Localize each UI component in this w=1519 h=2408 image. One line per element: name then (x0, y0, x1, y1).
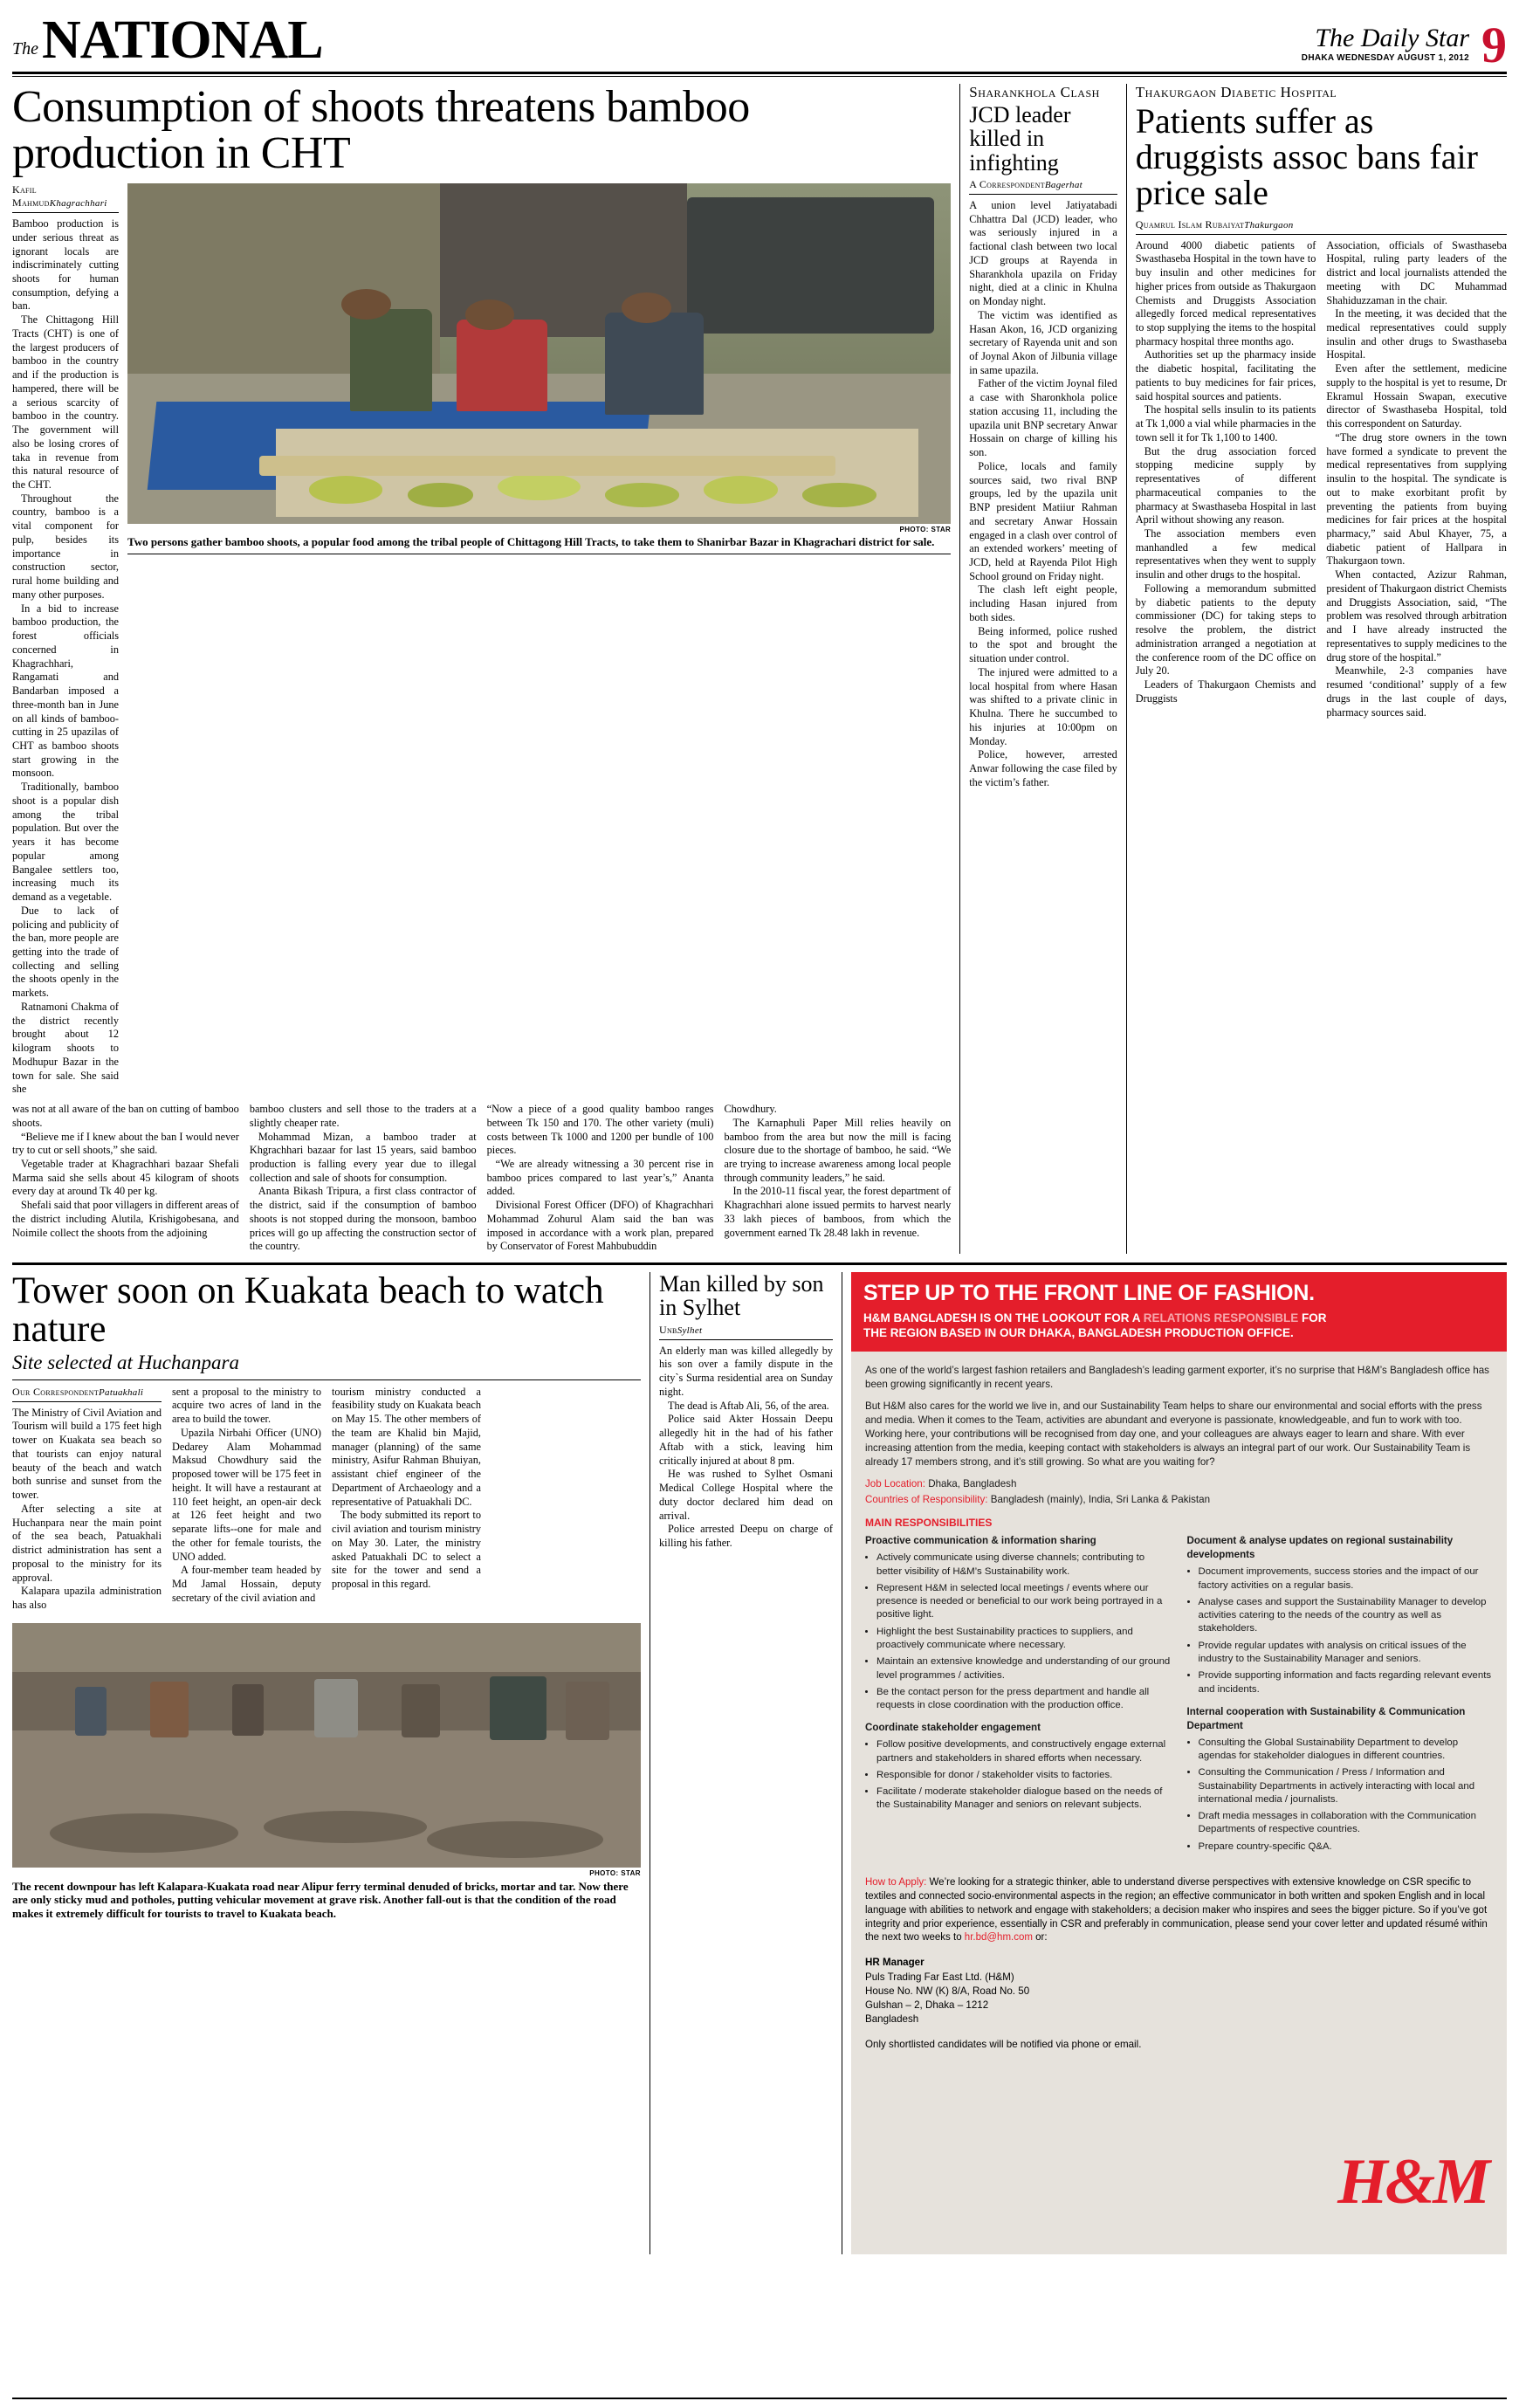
paragraph: Chowdhury. (724, 1103, 777, 1116)
paragraph: Police, however, arrested Anwar following the case filed by the victim’s father. (969, 748, 1117, 788)
paragraph: When contacted, Azizur Rahman, president of Thakurgaon district Chemists and Druggists Association, said, “The problem was resolved through arbitration and I have already instructed the representatives to supply medicines to the drug store of the hospital.” (1326, 568, 1507, 664)
list-item: • Maintain an extensive knowledge and understanding of our ground level programmes / activities. (876, 1655, 1172, 1682)
list-item: • Highlight the best Sustainability practices to suppliers, and proactively communicate where necessary. (876, 1626, 1172, 1653)
paragraph: Mohammad Mizan, a bamboo trader at Khgrachhari bazaar for last 15 years, said bamboo production is falling every year due to illegal collection and sale of shoots for consumption. (249, 1130, 477, 1184)
paragraph: Traditionally, bamboo shoot is a popular dish among the tribal population. But over the years it has become popular among Bangalee settlers too, increasing much its demand as a vegetable. (12, 781, 119, 904)
paragraph: The victim was identified as Hasan Akon, 16, JCD organizing secretary of Rayenda unit and son of Joynal Akon of Jilbunia village in same upazila. (969, 308, 1117, 376)
list-item: • Provide supporting information and facts regarding relevant events and incidents. (1199, 1669, 1494, 1696)
ad-contact-block (865, 1956, 1493, 2026)
byline-rule (12, 212, 119, 213)
paragraph: The clash left eight people, including Hasan injured from both sides. (969, 583, 1117, 623)
page-number: 9 (1481, 16, 1507, 73)
paragraph: Kalapara upazila administration has also (12, 1585, 162, 1611)
article-headline: JCD leader killed in infighting (969, 102, 1071, 175)
list-item: • Represent H&M in selected local meetings / events where our presence is needed or beneficial to our work being portrayed in a positive light. (876, 1582, 1172, 1622)
article-thakurgaon (1126, 84, 1507, 1254)
paragraph: Police said Akter Hossain Deepu allegedly hit in the had of his father Aftab with a stick, leaving him critically injured at about 8 pm. (659, 1413, 833, 1467)
paragraph: The Chittagong Hill Tracts (CHT) is one of the largest producers of bamboo in the country and if the production is hampered, there will be a serious scarcity of bamboo in the country. The government will also be losing crores of taka in revenue from this natural resource of the CHT. (12, 313, 119, 492)
paragraph: An elderly man was killed allegedly by his son over a family dispute in the city`s Surma residential area on Sunday night. (659, 1344, 833, 1398)
paragraph: Throughout the country, bamboo is a vital component for pulp, besides its importance in construction sector, rural home building and many other purposes. (12, 492, 119, 601)
paragraph: Father of the victim Joynal filed a case with Sharonkhola police station accusing 11, including the upazila unit BNP secretary Anwar Hossain on charge of killing his son. (969, 377, 1117, 459)
paragraph: bamboo clusters and sell those to the traders at a slightly cheaper rate. (249, 1103, 477, 1129)
masthead-rule-thin (12, 76, 1507, 77)
hm-logo: H&M (1337, 2146, 1488, 2219)
paragraph: In a bid to increase bamboo production, the forest officials concerned in Khagrachhari, Rangamati and Bandarban imposed a three-month ban in June on all kinds of bamboo-cutting in 25 upazilas of CHT as bamboo shoots start growing in the monsoon. (12, 602, 119, 780)
advertisement-column (842, 1272, 1507, 2254)
paragraph: The Ministry of Civil Aviation and Tourism will build a 175 feet high tower on Kuakata sea beach so that tourists can enjoy natural beauty of the beach and watch both sunrise and sunset from the tower. (12, 1406, 162, 1502)
ad-subline-post: FOR (1298, 1311, 1327, 1325)
article-headline: Tower soon on Kuakata beach to watch nature (12, 1270, 604, 1351)
byline-name: Our Correspondent (12, 1385, 100, 1398)
countries-label: Countries of Responsibility: (865, 1493, 988, 1505)
contact-role: HR Manager (865, 1957, 924, 1969)
list-item: • Responsible for donor / stakeholder visits to factories. (876, 1769, 1172, 1782)
masthead (12, 9, 1507, 73)
ad-right-column (1187, 1534, 1494, 1862)
ad-how-to-apply (865, 1876, 1493, 1945)
countries-value: Bangladesh (mainly), India, Sri Lanka & Pakistan (987, 1493, 1211, 1505)
column (1136, 239, 1316, 720)
paper-name: The Daily Star (1315, 24, 1469, 52)
paragraph: Following a memorandum submitted by diabetic patients to the deputy commissioner (DC) for taking steps to resolve the problem, the district administration arranged a negotiation at the conference room of the DC office on July 20. (1135, 581, 1316, 678)
photo-credit: PHOTO: STAR (899, 526, 952, 534)
paragraph: “Now a piece of a good quality bamboo ranges between Tk 150 and 170. The other variety (muli) costs between Tk 1000 and 1200 per bundle of 100 pieces. (486, 1103, 714, 1157)
list-item: • Be the contact person for the press department and handle all requests in close coordination with the production office. (876, 1686, 1172, 1713)
byline-place: Thakurgaon (1244, 219, 1294, 230)
ad-job-location (865, 1477, 1493, 1491)
paragraph: Ananta Bikash Tripura, a first class contractor of the district, said if the consumption of bamboo shoots is not stopped during the monsoon, bamboo prices will go up affecting the construction sector of the country. (249, 1185, 477, 1253)
paragraph: The injured were admitted to a local hospital from where Hasan was shifted to a private clinic in Khulna. There he succumbed to his injuries at 10:00pm on Monday. (969, 665, 1117, 747)
column (1326, 239, 1507, 720)
paragraph: A four-member team headed by Md Jamal Hossain, deputy secretary of the civil aviation and (172, 1564, 321, 1604)
list-item: • Consulting the Communication / Press / Information and Sustainability Departments in actively interacting with local and international media / journalists. (1199, 1766, 1494, 1806)
paragraph: The body submitted its report to civil aviation and tourism ministry on May 30. Later, the ministry asked Patuakhali DC to select a site for the tower and send a proposal in this regard. (332, 1509, 481, 1590)
list-item: • Draft media messages in collaboration with the Communication Departments of respective countries. (1199, 1810, 1494, 1837)
byline-rule (969, 194, 1117, 195)
ad-intro-paragraph: As one of the world’s largest fashion retailers and Bangladesh’s leading garment exporter, it’s no surprise that H&M’s Bangladesh office has been growing significantly in recent years. (865, 1364, 1489, 1390)
paragraph: A union level Jatiyatabadi Chhattra Dal (JCD) leader, who was seriously injured in a factional clash between two local JCD groups at Rayenda in Sharankhola upazila on Friday night, died at a clinic in Khulna on Monday night. (969, 198, 1117, 308)
ad-body (851, 1352, 1507, 1871)
paragraph: Divisional Forest Officer (DFO) of Khagrachhari Mohammad Zohurul Alam said the ban was imposed in accordance with a work plan, prepared by Conservator of Forest Mahbubuddin (486, 1199, 714, 1253)
column (172, 1386, 321, 1613)
article-sylhet (650, 1272, 842, 2254)
byline (12, 1386, 162, 1399)
masthead-left (12, 10, 323, 71)
ad-subline-pre: H&M BANGLADESH IS ON THE LOOKOUT FOR A (863, 1311, 1144, 1325)
paragraph: Leaders of Thakurgaon Chemists and Druggists (1135, 678, 1316, 705)
list-item: • Prepare country-specific Q&A. (1199, 1840, 1494, 1854)
page-title: Consumption of shoots threatens bamboo production in CHT (12, 82, 750, 179)
bamboo-lead-column (12, 183, 119, 1097)
bamboo-continued-columns (12, 1103, 951, 1254)
article-kicker: Sharankhola Clash (969, 84, 1100, 100)
paragraph: Being informed, police rushed to the spot and brought the situation under control. (969, 624, 1117, 665)
ad-bullet-list (865, 1551, 1172, 1712)
photo-caption: Two persons gather bamboo shoots, a popular food among the tribal people of Chittagong Hill Tracts, to take them to Shanirbar Bazar in Khagrachari district for sale. (127, 535, 951, 554)
paragraph: Meanwhile, 2-3 companies have resumed ‘conditional’ supply of a few drugs in the last couple of days, pharmacy sources said. (1326, 664, 1507, 719)
paragraph: He was rushed to Sylhet Osmani Medical College Hospital where the duty doctor declared him dead on arrival. (659, 1468, 833, 1522)
kuakata-photo-block (12, 1623, 641, 1921)
list-item: • Document improvements, success stories and the impact of our factory activities on a regular basis. (1199, 1565, 1494, 1593)
byline (969, 178, 1117, 191)
ad-subline (863, 1311, 1495, 1341)
ad-block-title: Proactive communication & information sharing (865, 1535, 1096, 1547)
ad-footer-note: Only shortlisted candidates will be notified via phone or email. (865, 2039, 1142, 2051)
ad-intro-paragraph: But H&M also cares for the world we live in, and our Sustainability Team helps to share our environmental and social efforts with the press and media. When it comes to the Team, activities are abundant and everyone is passionate, knowledgeable, and fun to work with too. Working here, your contributions will be recognised from day one, and your colleagues are always eager to learn and share. With ever increasing attention from the media, keeping contact with stakeholders is always an integral part of our work. Our Sustainability Team is already 17 members strong, and it’s still growing. So what are you waiting for? (865, 1400, 1482, 1468)
paragraph: Ratnamoni Chakma of the district recently brought about 12 kilogram shoots to Modhupur Bazar in the town for sale. She said she (12, 1000, 119, 1096)
list-item: • Consulting the Global Sustainability Department to develop agendas for stakeholder dialogues in different countries. (1199, 1737, 1494, 1764)
paragraph: The hospital sells insulin to its patients at Tk 1,000 a vial while pharmacies in the town sell it for Tk 1,100 to 1400. (1135, 403, 1316, 444)
paragraph: Vegetable trader at Khagrachhari bazaar Shefali Marma said she sells about 45 kilogram of shoots every day at around Tk 40 per kg. (12, 1158, 239, 1198)
byline-name: Quamrul Islam Rubaiyat (1135, 217, 1245, 230)
hm-advertisement (851, 1272, 1507, 2254)
section-title: NATIONAL (42, 10, 323, 71)
article-bamboo (12, 84, 959, 1254)
article-headline: Patients suffer as druggists assoc bans fair price sale (1135, 101, 1478, 213)
column (12, 1386, 162, 1613)
list-item: • Provide regular updates with analysis on critical issues of the industry to the Sustainability Manager and seniors. (1199, 1640, 1494, 1667)
paragraph: Around 4000 diabetic patients of Swasthaseba Hospital in the town have to buy insulin and other medicines for higher prices from outside as Thakurgaon Chemists and Druggists Association allegedly forced medical representatives to stop supplying the items to the hospital pharmacy hospital three months ago. (1135, 238, 1316, 347)
paragraph: Bamboo production is under serious threat as ignorant locals are indiscriminately cutting shoots for human consumption, defying a ban. (12, 217, 119, 313)
column (332, 1386, 481, 1613)
byline-place: Khagrachhari (49, 198, 107, 210)
ad-block-title: Coordinate stakeholder engagement (865, 1722, 1041, 1734)
ad-bullet-list (1187, 1565, 1494, 1696)
top-section (12, 84, 1507, 1254)
paragraph: The association members even manhandled a few medical representatives when they went to supply insulin and other drugs to the hospital. (1135, 526, 1316, 581)
byline (12, 183, 119, 210)
byline (1136, 218, 1507, 231)
byline (659, 1324, 833, 1337)
byline-rule (12, 1401, 162, 1402)
ad-headline: STEP UP TO THE FRONT LINE OF FASHION. (863, 1281, 1315, 1306)
paragraph: Police, locals and family sources said, two rival BNP groups, led by the upazila unit BNP president Matiiur Rahman and secretary Anwar Hossain engaged in a clash over control of an extended workers’ meeting of JCD, held at Rayenda Pilot High School ground on Friday night. (969, 459, 1117, 582)
list-item: • Actively communicate using diverse channels; contributing to better visibility of H&M’s Sustainability work. (876, 1551, 1172, 1579)
byline-name: Unb (659, 1323, 677, 1336)
contact-street: House No. NW (K) 8/A, Road No. 50 (865, 1985, 1030, 1997)
ad-responsibilities-columns (865, 1534, 1493, 1862)
bamboo-photo (127, 183, 951, 524)
byline-name: A Correspondent (969, 177, 1045, 190)
job-location-value: Dhaka, Bangladesh (924, 1477, 1017, 1490)
paragraph: tourism ministry conducted a feasibility study on Kuakata beach on May 15. The other members of the team are Khalid bin Majid, manager (planning) of the same ministry, Asifur Rahman Bhuiyan, assistant chief engineer of the Department of Archaeology and a representative of Patuakhali DC. (332, 1385, 481, 1508)
article-subhead: Site selected at Huchanpara (12, 1352, 641, 1380)
column (724, 1103, 951, 1254)
contact-company: Puls Trading Far East Ltd. (H&M) (865, 1971, 1014, 1983)
ad-left-column (865, 1534, 1172, 1862)
paragraph: Association, officials of Swasthaseba Hospital, ruling party leaders of the district and local journalists attended the meeting with DC Muhammad Shahiduzzaman in the chair. (1326, 238, 1507, 306)
paragraph: Even after the settlement, medicine supply to the hospital is yet to resume, Dr Ekramul Hossain Swapan, executive director of Swasthaseba Hospital, told this correspondent on Saturday. (1326, 362, 1507, 430)
newspaper-page (0, 9, 1519, 2408)
list-item: • Analyse cases and support the Sustainability Manager to develop activities catering to the needs of the country as well as stakeholders. (1199, 1596, 1494, 1636)
how-to-apply-label: How to Apply: (865, 1877, 927, 1889)
byline-rule (659, 1339, 833, 1340)
paragraph: But the drug association forced stopping medicine supply by representatives of different pharmaceutical companies to the pharmacy at Swasthaseba Hospital in last April without showing any reason. (1135, 444, 1316, 526)
paragraph: sent a proposal to the ministry to acquire two acres of land in the area to build the tower. (172, 1385, 321, 1426)
photo-credit: PHOTO: STAR (589, 1868, 641, 1877)
list-item: • Facilitate / moderate stakeholder dialogue based on the needs of the Sustainability Manager and seniors on relevant subjects. (876, 1785, 1172, 1813)
ad-banner (851, 1272, 1507, 1352)
apply-email-link[interactable]: hr.bd@hm.com (964, 1932, 1033, 1944)
ad-subline-2: THE REGION BASED IN OUR DHAKA, BANGLADESH PRODUCTION OFFICE. (863, 1326, 1294, 1340)
paragraph: In the meeting, it was decided that the medical representatives could supply insulin and other drugs to Swasthaseba Hospital. (1326, 307, 1507, 361)
job-location-label: Job Location: (865, 1477, 925, 1490)
article-jcd (959, 84, 1126, 1254)
paragraph: “We are already witnessing a 30 percent rise in bamboo prices compared to last year’s,” Ananta added. (486, 1158, 714, 1198)
column (12, 1103, 239, 1254)
byline-name: Kafil Mahmud (12, 183, 50, 210)
article-kicker: Thakurgaon Diabetic Hospital (1135, 84, 1337, 100)
ad-bullet-list (865, 1738, 1172, 1812)
ad-block-title: Internal cooperation with Sustainability & Communication Department (1186, 1705, 1466, 1731)
byline-place: Bagerhat (1044, 179, 1083, 190)
article-kuakata (12, 1272, 650, 2254)
column (487, 1103, 714, 1254)
section-divider (12, 1262, 1507, 1265)
ad-responsibilities-heading: MAIN RESPONSIBILITIES (865, 1516, 993, 1529)
paragraph: was not at all aware of the ban on cutting of bamboo shoots. (12, 1103, 239, 1129)
contact-city: Gulshan – 2, Dhaka – 1212 (865, 1999, 989, 2011)
publication-date: DHAKA WEDNESDAY AUGUST 1, 2012 (1301, 53, 1469, 63)
paragraph: “The drug store owners in the town have formed a syndicate to prevent the medical representatives from supplying insulin to the hospital. The syndicate is out to make exorbitant profit by preventing the patients from buying medicines for fair prices at the hospital pharmacy,” said Abul Khayer, 75, a diabetic patient of Hallpara in Thakurgaon town. (1326, 430, 1507, 568)
masthead-rule-thick (12, 72, 1507, 74)
column (491, 1386, 641, 1613)
masthead-right (1301, 16, 1507, 73)
paragraph: Due to lack of policing and publicity of the ban, more people are getting into the trade of collecting and selling the shoots openly in the markets. (12, 904, 119, 1000)
paragraph: After selecting a site at Huchanpara near the main point of the sea beach, Patuakhali district administration has sent a proposal to the ministry for its approval. (12, 1502, 162, 1584)
ad-countries (865, 1493, 1493, 1507)
lower-section (12, 1272, 1507, 2254)
paragraph: Shefali said that poor villagers in different areas of the district including Alutila, Krishigobesana, and Noimile collect the shoots from the adjoining (12, 1199, 239, 1239)
apply-tail: or: (1032, 1932, 1048, 1944)
paragraph: Upazila Nirbahi Officer (UNO) Dedarey Alam Mohammad Maksud Chowdhury said the proposed tower will be 175 feet in height. It will have a restaurant at 110 feet height, an open-air deck at 126 feet height and two separate lifts--one for male and the other for female tourists, the UNO added. (172, 1426, 321, 1563)
ad-block-title: Document & analyse updates on regional sustainability developments (1186, 1535, 1454, 1561)
byline-place: Sylhet (677, 1324, 703, 1336)
byline-place: Patuakhali (99, 1386, 144, 1398)
how-to-apply-text: We’re looking for a strategic thinker, able to understand diverse perspectives with extensive knowledge on CSR specific to textiles and connected socio-environmental aspects in the region; an effective communicator in both written and spoken English and in local language with abilities to network and engage with stakeholders; a decision maker who inspires and sees the bigger picture. So if you’ve got integrity and prior experience, essentially in CSR and preferably in communication, please send your cover letter and updated résumé within the next two weeks to (865, 1877, 1488, 1944)
masthead-the: The (12, 39, 38, 58)
bamboo-photo-block (127, 183, 951, 1097)
column (250, 1103, 477, 1254)
paragraph: In the 2010-11 fiscal year, the forest department of Khagrachhari alone issued permits to harvest nearly 33 lakh pieces of bamboos, from which the government earned Tk 28.48 lakh in revenue. (724, 1185, 952, 1239)
paragraph: “Believe me if I knew about the ban I would never try to cut or sell shoots,” she said. (12, 1130, 239, 1157)
kuakata-road-photo (12, 1623, 641, 1868)
ad-bullet-list (1187, 1737, 1494, 1854)
photo-caption: The recent downpour has left Kalapara-Kuakata road near Alipur ferry terminal denuded of bricks, mortar and tar. Now there are only sticky mud and potholes, putting vehicular movement at grave risk. Another fall-out is that the condition of the road makes it extremely difficult for tourists to travel to Kuakata beach. (12, 1879, 629, 1920)
paragraph: Authorities set up the pharmacy inside the diabetic hospital, facilitating the patients to buy medicines for fair prices, said hospital sources and patients. (1135, 348, 1316, 402)
article-headline: Man killed by son in Sylhet (659, 1271, 824, 1321)
paragraph: Police arrested Deepu on charge of killing his father. (659, 1523, 833, 1550)
contact-country: Bangladesh (865, 2013, 919, 2026)
byline-rule (1136, 234, 1507, 235)
ad-role-highlight: RELATIONS RESPONSIBLE (1143, 1311, 1299, 1325)
paragraph: The dead is Aftab Ali, 56, of the area. (668, 1399, 829, 1412)
list-item: • Follow positive developments, and constructively engage external partners and stakeholders in shared efforts when necessary. (876, 1738, 1172, 1765)
paragraph: The Karnaphuli Paper Mill relies heavily on bamboo from the area but now the mill is facing closure due to the shortage of bamboo, he said. “We are trying to increase awareness among local people through community leaders,” he said. (724, 1116, 952, 1184)
